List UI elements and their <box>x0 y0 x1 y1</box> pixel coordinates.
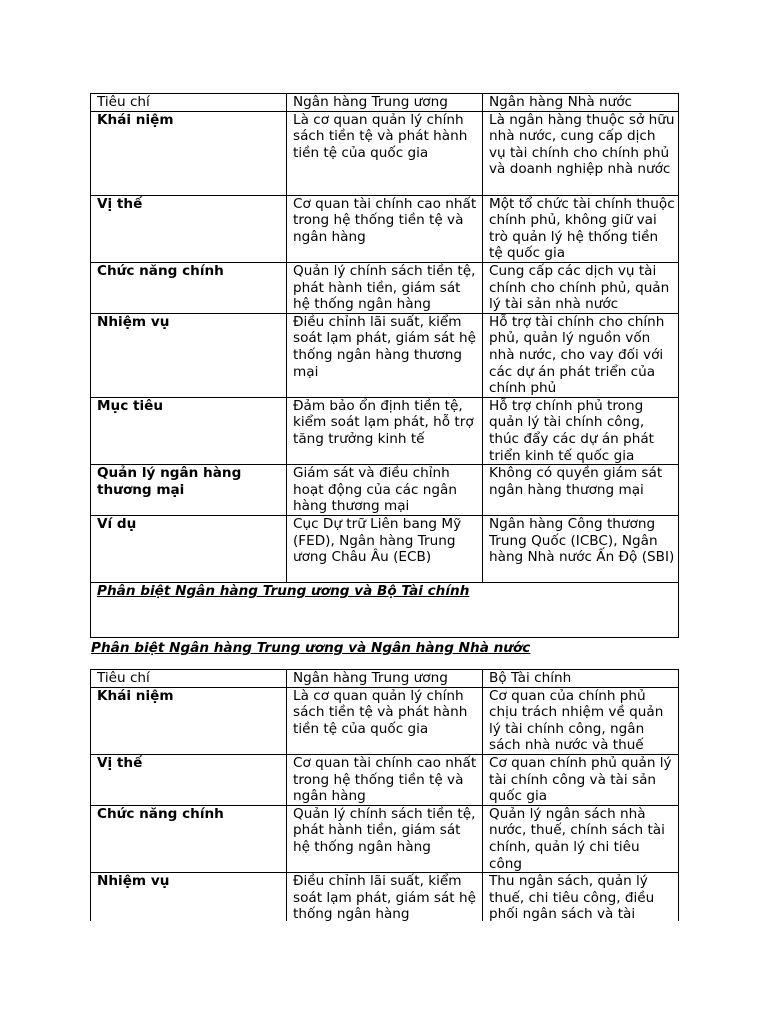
criterion-cell: Vị thế <box>91 754 287 805</box>
table-cell: Hỗ trợ chính phủ trong quản lý tài chính công, thúc đẩy các dự án phát triển kinh tế quốc gia <box>483 397 679 464</box>
criterion-cell: Chức năng chính <box>91 262 287 313</box>
table-cell: Thu ngân sách, quản lý thuế, chi tiêu công, điều phối ngân sách và tài <box>483 873 679 921</box>
header-cell: Tiêu chí <box>91 670 287 688</box>
header-cell: Ngân hàng Trung ương <box>287 670 483 688</box>
table-cell: Quản lý ngân sách nhà nước, thuế, chính sách tài chính, quản lý chi tiêu công <box>483 805 679 872</box>
criterion-cell: Nhiệm vụ <box>91 313 287 397</box>
table-cell: Là ngân hàng thuộc sở hữu nhà nước, cung cấp dịch vụ tài chính cho chính phủ và doanh nghiệp nhà nước <box>483 111 679 195</box>
table-cell: Là cơ quan quản lý chính sách tiền tệ và phát hành tiền tệ của quốc gia <box>287 687 483 754</box>
table-cell: Cục Dự trữ Liên bang Mỹ (FED), Ngân hàng Trung ương Châu Âu (ECB) <box>287 515 483 582</box>
criterion-cell: Khái niệm <box>91 687 287 754</box>
table-cell: Cơ quan của chính phủ chịu trách nhiệm về quản lý tài chính công, ngân sách nhà nước và thuế <box>483 687 679 754</box>
table-row <box>91 873 679 921</box>
table-cell: Quản lý chính sách tiền tệ, phát hành tiền, giám sát hệ thống ngân hàng <box>287 262 483 313</box>
table-cell: Một tổ chức tài chính thuộc chính phủ, không giữ vai trò quản lý hệ thống tiền tệ quốc gia <box>483 195 679 262</box>
header-cell: Ngân hàng Trung ương <box>287 94 483 112</box>
table-cell: Cơ quan tài chính cao nhất trong hệ thống tiền tệ và ngân hàng <box>287 195 483 262</box>
table-header-row <box>91 670 679 688</box>
header-cell: Bộ Tài chính <box>483 670 679 688</box>
table-cell: Đảm bảo ổn định tiền tệ, kiểm soát lạm phát, hỗ trợ tăng trưởng kinh tế <box>287 397 483 464</box>
header-cell: Tiêu chí <box>91 94 287 112</box>
comparison-table-central-bank-vs-ministry-of-finance <box>90 669 679 921</box>
table-caption: Phân biệt Ngân hàng Trung ương và Bộ Tài chính <box>91 582 679 637</box>
table-cell: Hỗ trợ tài chính cho chính phủ, quản lý nguồn vốn nhà nước, cho vay đối với các dự án phát triển của chính phủ <box>483 313 679 397</box>
criterion-cell: Quản lý ngân hàng thương mại <box>91 465 287 516</box>
header-cell: Ngân hàng Nhà nước <box>483 94 679 112</box>
table-row <box>91 687 679 754</box>
table-cell: Cơ quan tài chính cao nhất trong hệ thống tiền tệ và ngân hàng <box>287 754 483 805</box>
table-cell: Giám sát và điều chỉnh hoạt động của các ngân hàng thương mại <box>287 465 483 516</box>
section-title: Phân biệt Ngân hàng Trung ương và Ngân hàng Nhà nước <box>91 640 531 656</box>
table-cell: Điều chỉnh lãi suất, kiểm soát lạm phát, giám sát hệ thống ngân hàng thương mại <box>287 313 483 397</box>
criterion-cell: Nhiệm vụ <box>91 873 287 921</box>
criterion-cell: Chức năng chính <box>91 805 287 872</box>
table-cell: Cung cấp các dịch vụ tài chính cho chính phủ, quản lý tài sản nhà nước <box>483 262 679 313</box>
table-cell: Là cơ quan quản lý chính sách tiền tệ và phát hành tiền tệ của quốc gia <box>287 111 483 195</box>
table-cell: Không có quyền giám sát ngân hàng thương mại <box>483 465 679 516</box>
criterion-cell: Vị thế <box>91 195 287 262</box>
table-cell: Quản lý chính sách tiền tệ, phát hành tiền, giám sát hệ thống ngân hàng <box>287 805 483 872</box>
criterion-cell: Ví dụ <box>91 515 287 582</box>
table-cell: Cơ quan chính phủ quản lý tài chính công và tài sản quốc gia <box>483 754 679 805</box>
table-cell: Điều chỉnh lãi suất, kiểm soát lạm phát, giám sát hệ thống ngân hàng <box>287 873 483 921</box>
criterion-cell: Khái niệm <box>91 111 287 195</box>
table-row <box>91 805 679 872</box>
criterion-cell: Mục tiêu <box>91 397 287 464</box>
table-cell: Ngân hàng Công thương Trung Quốc (ICBC), Ngân hàng Nhà nước Ấn Độ (SBI) <box>483 515 679 582</box>
table-row <box>91 754 679 805</box>
